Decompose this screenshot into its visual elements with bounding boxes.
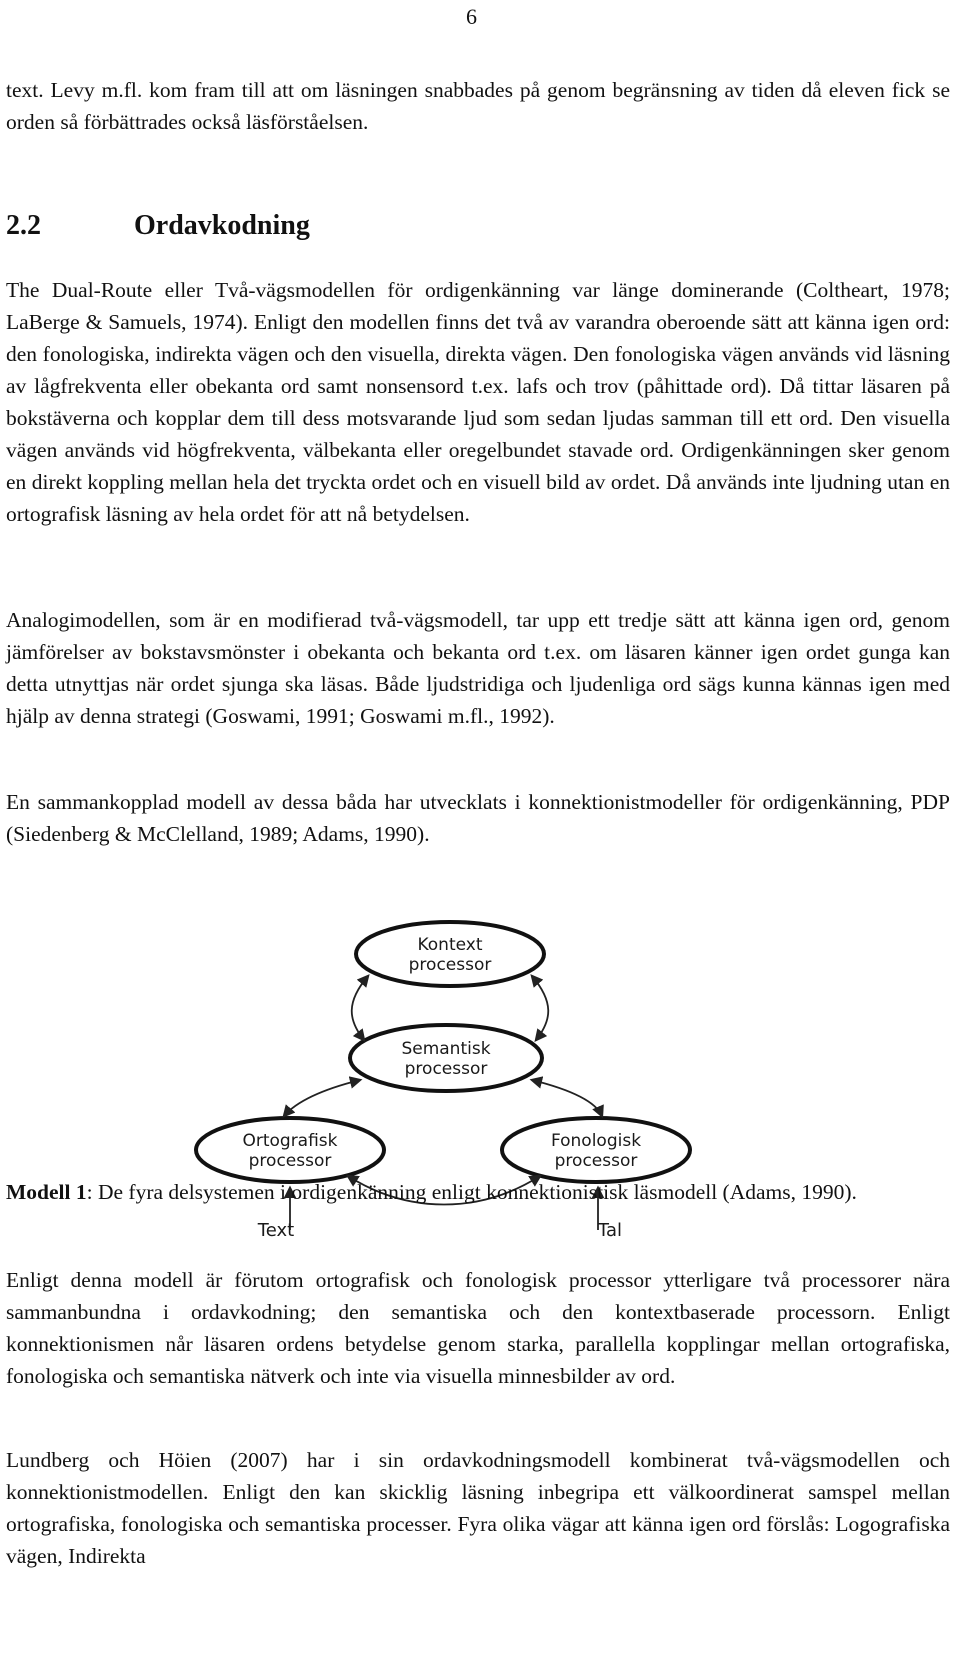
- ortografisk-processor-node: [196, 1118, 384, 1182]
- fonologisk-label-2: processor: [554, 1151, 638, 1171]
- page-number: 6: [466, 4, 477, 29]
- arrow-semantisk-ortografisk: [284, 1080, 360, 1116]
- ortografisk-label-1: Ortografisk: [242, 1131, 338, 1151]
- figure-caption: [6, 1176, 950, 1208]
- semantisk-processor-node: [350, 1025, 542, 1091]
- semantisk-label-1: Semantisk: [401, 1039, 491, 1059]
- paragraph-model: Enligt denna modell är förutom ortografisk och fonologisk processor ytterligare två processorer nära sammanbundna i ordavkodning; den semantiska och den kontextbaserade processorn. Enligt konnektionismen når läsaren ordens betydelse genom starka, parallella kopplingar mellan ortografiska, fonologiska och semantiska nätverk och inte via visuella minnesbilder av ord.: [6, 1268, 950, 1388]
- caption-text: : De fyra delsystemen i ordigenkänning enligt konnektionistisk läsmodell (Adams, 1990).: [86, 1180, 857, 1204]
- kontext-label-1: Kontext: [417, 935, 483, 955]
- paragraph-lundberg: Lundberg och Höien (2007) har i sin ordavkodningsmodell kombinerat två-vägsmodellen och konnektionistmodellen. Enligt den kan skicklig läsning inbegripa ett välkoordinerat samspel mellan ortografiska, fonologiska och semantiska processer. Fyra olika vägar att känna igen ord förslås: Logografiska vägen, Indirekta: [6, 1448, 950, 1568]
- tal-input-label: Tal: [597, 1220, 623, 1238]
- semantisk-label-2: processor: [404, 1059, 488, 1079]
- section-number: 2.2: [6, 210, 41, 241]
- ortografisk-label-2: processor: [248, 1151, 332, 1171]
- arrow-kontext-semantisk-right: [532, 976, 548, 1040]
- arrow-kontext-semantisk-left: [352, 976, 368, 1040]
- paragraph-dual-route: The Dual-Route eller Två-vägsmodellen för ordigenkänning var länge dominerande (Coltheart, 1978; LaBerge & Samuels, 1974). Enligt den modellen finns det två av varandra oberoende sätt att känna igen ord: den fonologiska, indirekta vägen och den visuella, direkta vägen. Den fonologiska vägen används vid läsning av lågfrekventa eller obekanta ord samt nonsensord t.ex. lafs och trov (påhittade ord). Då tittar läsaren på bokstäverna och kopplar dem till dess motsvarande ljud som sedan ljudas samman till ett ord. Den visuella vägen används vid högfrekventa, välbekanta eller oregelbundet stavade ord. Ordigenkänningen sker genom en direkt koppling mellan hela det tryckta ordet och en visuell bild av ordet. Då används inte ljudning utan en ortografisk läsning av hela ordet för att nå betydelsen.: [6, 278, 950, 526]
- kontext-processor-node: [356, 922, 544, 986]
- section-heading: [6, 210, 310, 242]
- caption-label: Modell 1: [6, 1180, 87, 1204]
- arrow-semantisk-fonologisk: [532, 1080, 602, 1116]
- section-title: Ordavkodning: [134, 210, 310, 241]
- fonologisk-processor-node: [502, 1118, 690, 1182]
- kontext-label-2: processor: [408, 955, 492, 975]
- paragraph-intro: text. Levy m.fl. kom fram till att om läsningen snabbades på genom begränsning av tiden då eleven fick se orden så förbättrades också läsförståelsen.: [6, 78, 950, 134]
- text-input-label: Text: [257, 1220, 295, 1238]
- paragraph-pdp: En sammankopplad modell av dessa båda har utvecklats i konnektionistmodeller för ordigenkänning, PDP (Siedenberg & McClelland, 1989; Adams, 1990).: [6, 790, 950, 846]
- paragraph-analogi: Analogimodellen, som är en modifierad två-vägsmodell, tar upp ett tredje sätt att känna igen ord, genom jämförelser av bokstavsmönster i obekanta och bekanta ord t.ex. om läsaren känner igen ordet gunga kan detta utnyttjas när ordet sjunga ska läsas. Både ljudstridiga och ljudenliga ord sägs kunna kännas igen med hjälp av denna strategi (Goswami, 1991; Goswami m.fl., 1992).: [6, 608, 950, 728]
- fonologisk-label-1: Fonologisk: [550, 1131, 642, 1151]
